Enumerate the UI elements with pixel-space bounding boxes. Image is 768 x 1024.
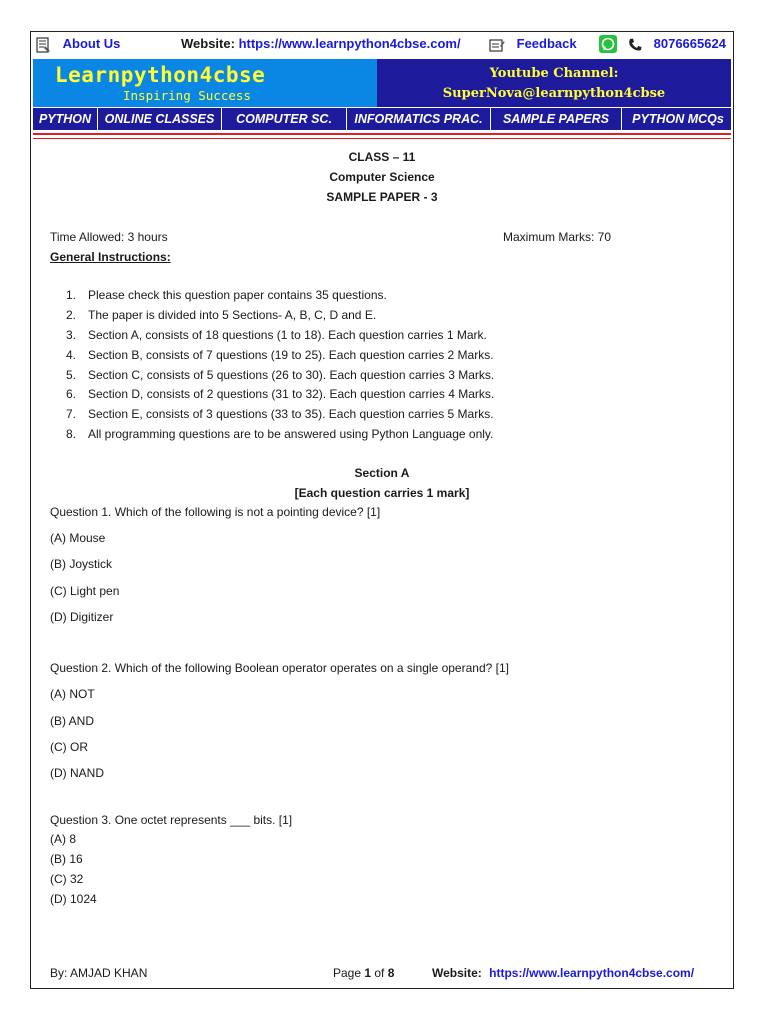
about-us-label: About Us (62, 36, 121, 51)
instruction-item: 6. Section D, consists of 2 questions (31 to 32). Each question carries 4 Marks. (66, 387, 495, 401)
question-text: Question 2. Which of the following Boolean operator operates on a single operand? [1] (50, 661, 509, 675)
website-link[interactable]: https://www.learnpython4cbse.com/ (238, 36, 461, 51)
youtube-label: Youtube Channel: (489, 66, 619, 81)
option-item: (B) 16 (50, 852, 83, 866)
site-logo: Learnpython4cbse (55, 63, 266, 87)
option-item: (A) NOT (50, 687, 95, 701)
footer-website-link[interactable]: https://www.learnpython4cbse.com/ (489, 966, 695, 980)
option-item: (B) Joystick (50, 557, 113, 571)
option-item: (D) NAND (50, 766, 104, 780)
option-item: (D) 1024 (50, 892, 97, 906)
maximum-marks: Maximum Marks: 70 (503, 230, 612, 244)
footer-website (432, 966, 694, 980)
paper-heading: SAMPLE PAPER - 3 (326, 190, 438, 204)
instructions-title: General Instructions: (50, 250, 171, 264)
nav-python-mcqs[interactable]: PYTHON MCQs (632, 112, 724, 126)
instruction-item: 7. Section E, consists of 3 questions (33 to 35). Each question carries 5 Marks. (66, 407, 494, 421)
nav-python[interactable]: PYTHON (33, 108, 98, 130)
subject-heading: Computer Science (329, 170, 435, 184)
nav-informatics-prac[interactable]: INFORMATICS PRAC. (347, 108, 491, 130)
footer-page-number: Page 1 of 8 (333, 966, 395, 980)
instruction-item: 8. All programming questions are to be answered using Python Language only. (66, 427, 494, 441)
footer-author: By: AMJAD KHAN (50, 966, 148, 980)
option-item: (A) 8 (50, 832, 77, 846)
question-text: Question 1. Which of the following is not a pointing device? [1] (50, 505, 381, 519)
feedback-label: Feedback (516, 36, 577, 51)
option-item: (C) OR (50, 740, 88, 754)
instruction-item: 4. Section B, consists of 7 questions (19 to 25). Each question carries 2 Marks. (66, 348, 494, 362)
class-heading: CLASS – 11 (348, 150, 416, 164)
phone-icon (627, 37, 643, 53)
youtube-banner[interactable] (377, 59, 731, 107)
footer-website-label: Website: (432, 966, 482, 980)
instruction-item: 3. Section A, consists of 18 questions (1 to 18). Each question carries 1 Mark. (66, 328, 487, 342)
feedback-link[interactable] (489, 36, 577, 52)
nav-online-classes[interactable]: ONLINE CLASSES (98, 108, 222, 130)
website-header (181, 36, 461, 51)
option-item: (D) Digitizer (50, 610, 114, 624)
phone-contact[interactable] (627, 36, 726, 53)
about-us-link[interactable] (35, 36, 120, 53)
instruction-item: 2. The paper is divided into 5 Sections- A, B, C, D and E. (66, 308, 377, 322)
option-item: (C) 32 (50, 872, 84, 886)
divider-red-thin (33, 138, 731, 139)
divider-red (33, 133, 731, 135)
section-subtitle: [Each question carries 1 mark] (294, 486, 470, 500)
brand-banner[interactable] (33, 59, 377, 107)
instruction-item: 1. Please check this question paper contains 35 questions. (66, 288, 387, 302)
phone-number: 8076665624 (653, 36, 726, 51)
nav-computer-sc[interactable]: COMPUTER SC. (222, 108, 347, 130)
question-text: Question 3. One octet represents ___ bits. [1] (50, 813, 293, 827)
section-title: Section A (354, 466, 410, 480)
website-label: Website: (181, 36, 235, 51)
option-item: (C) Light pen (50, 584, 120, 598)
option-item: (A) Mouse (50, 531, 106, 545)
feedback-icon (489, 38, 505, 52)
option-item: (B) AND (50, 714, 95, 728)
document-icon (35, 37, 51, 53)
youtube-channel: SuperNova@learnpython4cbse (442, 86, 666, 101)
tagline: Inspiring Success (123, 88, 251, 103)
time-allowed: Time Allowed: 3 hours (50, 230, 168, 244)
main-nav (33, 108, 731, 130)
instruction-item: 5. Section C, consists of 5 questions (26 to 30). Each question carries 3 Marks. (66, 368, 495, 382)
nav-sample-papers[interactable]: SAMPLE PAPERS (491, 108, 622, 130)
whatsapp-icon[interactable] (599, 35, 617, 53)
top-bar (31, 33, 733, 57)
